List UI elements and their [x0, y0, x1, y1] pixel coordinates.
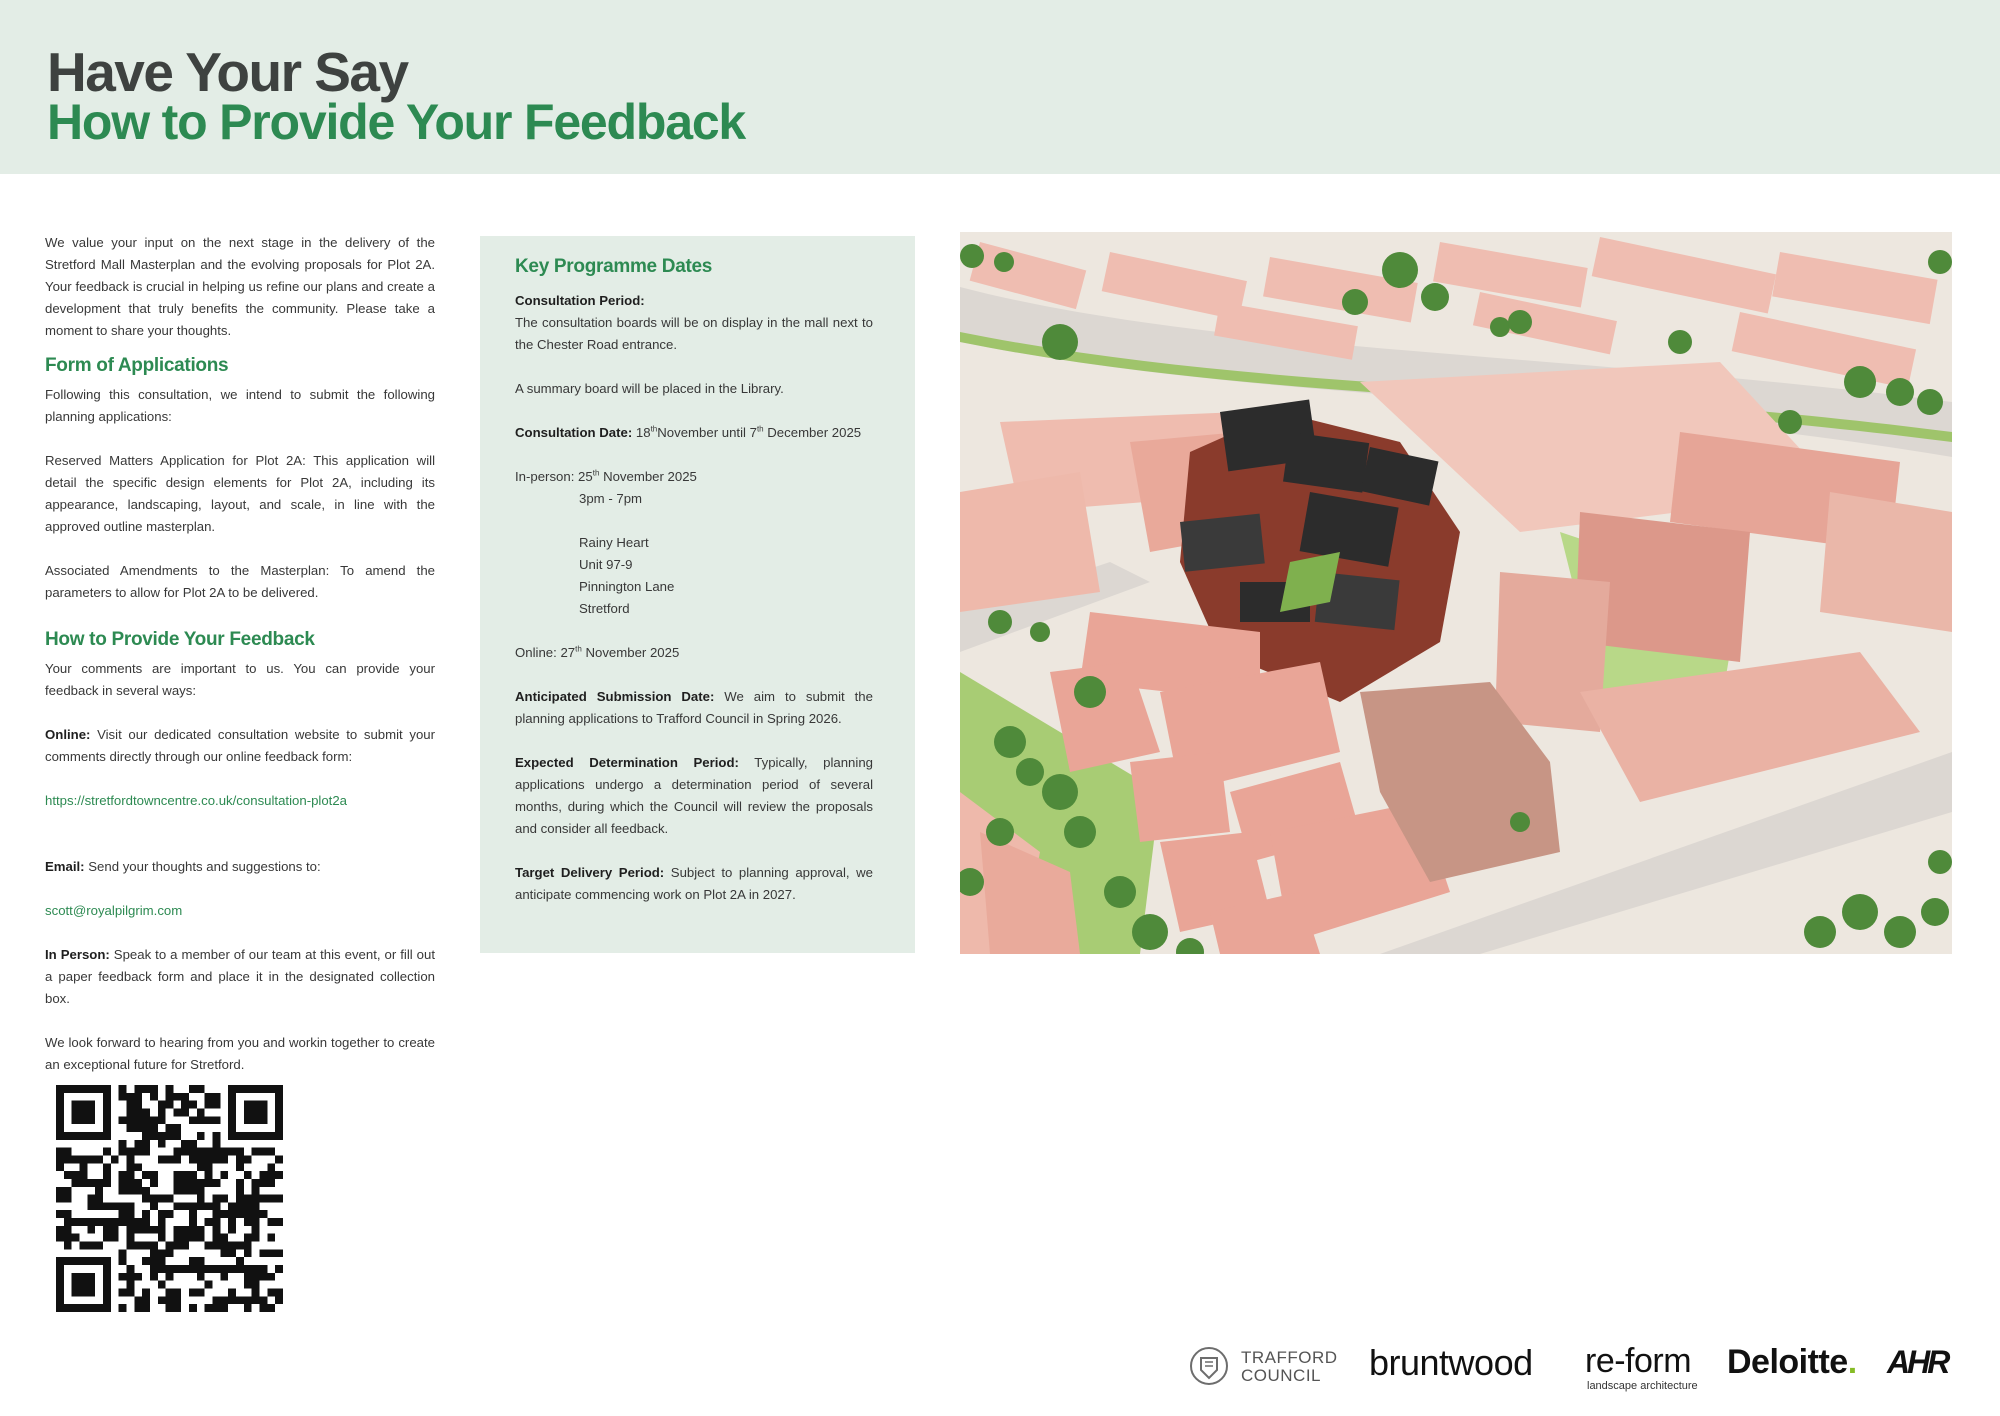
qr-code[interactable]	[56, 1085, 283, 1312]
venue-line: Pinnington Lane	[579, 579, 675, 594]
online-date-text: November 2025	[585, 645, 680, 660]
consultation-link[interactable]: https://stretfordtowncentre.co.uk/consultation-plot2a	[45, 793, 348, 808]
in-person-date-text: November 2025	[603, 469, 697, 484]
date-suffix: th	[575, 644, 582, 654]
in-person-time: 3pm - 7pm	[579, 491, 643, 506]
programme-heading: Key Programme Dates	[515, 256, 713, 277]
venue-line: Unit 97-9	[579, 557, 633, 572]
consultation-date	[515, 422, 873, 444]
feedback-url-line	[45, 790, 435, 812]
in-person-date	[515, 466, 873, 488]
determination-label: Expected Determination Period:	[515, 755, 739, 770]
date-suffix: th	[756, 424, 764, 434]
feedback-heading: How to Provide Your Feedback	[45, 629, 315, 650]
online-date	[515, 642, 873, 664]
determination-period	[515, 752, 873, 840]
programme-panel	[480, 236, 915, 953]
online-prefix: Online: 27	[515, 645, 576, 660]
feedback-in-person	[45, 944, 435, 1010]
determination-text: Typically, planning applications undergo a determination period of several months, during which the Council will review the proposals and consider all feedback.	[515, 755, 873, 836]
consultation-period-label: Consultation Period:	[515, 293, 645, 308]
date-suffix: th	[650, 424, 658, 434]
in-person-label: In Person:	[45, 947, 110, 962]
form-of-applications-p1: Following this consultation, we intend to submit the following planning applications:	[45, 387, 435, 424]
online-text: Visit our dedicated consultation website to submit your comments directly through our online feedback form:	[45, 727, 435, 764]
summary-board: A summary board will be placed in the Library.	[515, 381, 784, 396]
deloitte-dot: .	[1847, 1343, 1857, 1381]
email-link[interactable]: scott@royalpilgrim.com	[45, 903, 183, 918]
delivery-period	[515, 862, 873, 906]
submission-label: Anticipated Submission Date:	[515, 689, 715, 704]
feedback-email-address-line	[45, 900, 435, 922]
programme-content	[515, 254, 873, 906]
delivery-text: Subject to planning approval, we anticipate commencing work on Plot 2A in 2027.	[515, 865, 874, 902]
consultation-date-end: December 2025	[767, 425, 862, 440]
consultation-period	[515, 290, 873, 312]
trafford-crest-icon	[1187, 1344, 1231, 1388]
reform-logo-subtitle: landscape architecture	[1587, 1380, 1698, 1392]
form-of-applications-p3: Associated Amendments to the Masterplan: To amend the parameters to allow for Plot 2A to be delivered.	[45, 563, 435, 600]
reform-logo: re-form	[1585, 1342, 1692, 1380]
consultation-period-text: The consultation boards will be on display in the mall next to the Chester Road entrance.	[515, 315, 873, 352]
trafford-logo-line1: TRAFFORD	[1241, 1348, 1338, 1367]
left-column	[45, 232, 435, 1076]
feedback-online	[45, 724, 435, 768]
partner-logos	[1185, 1338, 1955, 1394]
online-label: Online:	[45, 727, 91, 742]
in-person-text: Speak to a member of our team at this event, or fill out a paper feedback form and place it in the designated collection box.	[45, 947, 436, 1006]
feedback-intro: Your comments are important to us. You can provide your feedback in several ways:	[45, 661, 435, 698]
page-subtitle: How to Provide Your Feedback	[47, 94, 746, 150]
page-title: Have Your Say	[47, 41, 408, 103]
consultation-date-start: 18	[635, 425, 651, 440]
deloitte-logo-text: Deloitte	[1727, 1343, 1848, 1381]
submission-date	[515, 686, 873, 730]
venue-line: Stretford	[579, 601, 630, 616]
venue-line: Rainy Heart	[579, 535, 649, 550]
bruntwood-logo: bruntwood	[1369, 1342, 1533, 1383]
header-banner	[0, 0, 2000, 174]
consultation-date-label: Consultation Date:	[515, 425, 633, 440]
in-person-prefix: In-person: 25	[515, 469, 593, 484]
trafford-logo-line2: COUNCIL	[1241, 1366, 1322, 1385]
feedback-email	[45, 856, 435, 878]
date-suffix: th	[592, 468, 600, 478]
consultation-date-mid: November until 7	[657, 425, 757, 440]
aerial-render-image	[960, 232, 1952, 954]
email-label: Email:	[45, 859, 85, 874]
form-of-applications-heading: Form of Applications	[45, 355, 229, 376]
deloitte-logo	[1727, 1343, 1857, 1382]
submission-text: We aim to submit the planning applications to Trafford Council in Spring 2026.	[515, 689, 873, 726]
email-text: Send your thoughts and suggestions to:	[84, 859, 321, 874]
delivery-label: Target Delivery Period:	[515, 865, 665, 880]
intro-paragraph: We value your input on the next stage in the delivery of the Stretford Mall Masterplan and the evolving proposals for Plot 2A. Your feedback is crucial in helping us refine our plans and create a development that truly benefits the community. Please take a moment to share your thoughts.	[45, 235, 435, 338]
form-of-applications-p2: Reserved Matters Application for Plot 2A: This application will detail the specific design elements for Plot 2A, including its appearance, landscaping, layout, and scale, in line with the approved outline masterplan.	[45, 453, 435, 534]
ahr-logo: AHR	[1887, 1344, 1948, 1380]
feedback-closing: We look forward to hearing from you and workin together to create an exceptional future for Stretford.	[45, 1035, 435, 1072]
